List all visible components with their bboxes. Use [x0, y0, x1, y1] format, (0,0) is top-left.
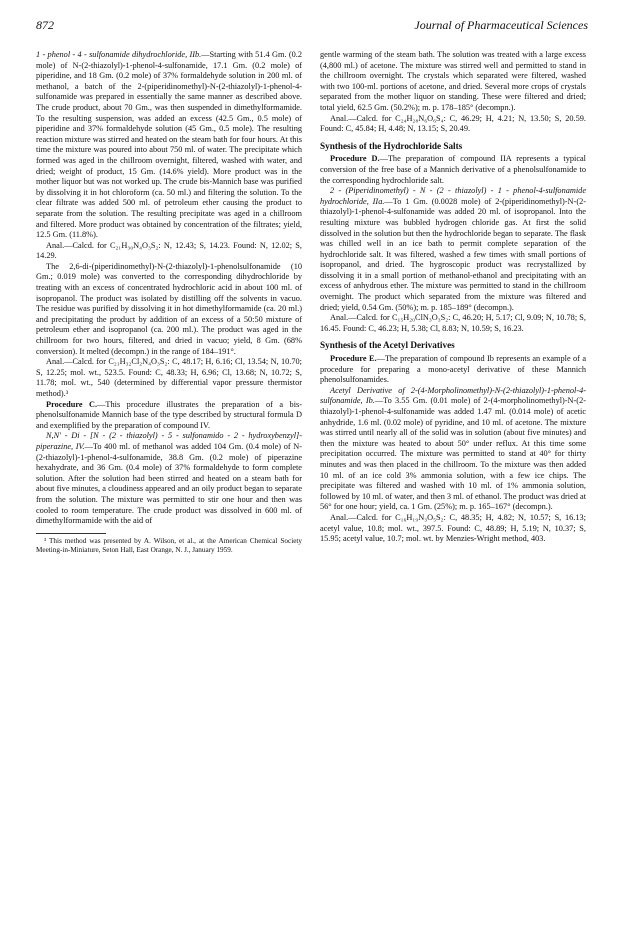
paragraph-text: —Starting with 51.4 Gm. (0.2 mole) of N-(2-thiazolyl)-1-phenol-4-sulfonamide, 17.1 Gm. (0.2 mole) of piperidine, and 18 Gm. (0.2 mole) of 37% formaldehyde solution in 200 ml. of methanol, a batch of the 2-(piperidinomethyl)-N-(2-thiazolyl)-1-phenol-4-sulfonamide was prepared in essentially the same manner as described above. The crude product, about 70 Gm., was then suspended in dimethylformamide. To the resulting suspension, was added an excess (42.5 Gm., 0.5 mole) of piperidine and 37% formaldehyde solution (45 Gm., 0.5 mole). The resulting reaction mixture was stirred and heated on the steam bath for four hours. At this time the mixture was poured into about 750 ml. of water. The precipitate which formed was aged in the chillroom overnight, filtered, washed with water, and dried; weight of product, 15 Gm. (14.6% yield). More product was in the mother liquor but was not worked up. The crude bis-Mannich base was purified by dissolving it in hot chloroform (ca. 50 ml.) and filtering the solution. To the clear filtrate was added 500 ml. of petroleum ether causing the product to separate from the solution. The resulting precipitate was aged in a chillroom and filtered. More product was obtained by concentration of the filtrates; yield, 12.5 Gm. (11.8%).	[36, 50, 302, 240]
procedure-title: Procedure C.	[46, 399, 98, 409]
compound-title: 2 - (Piperidinomethyl) - N - (2 - thiazolyl) - 1 - phenol-4-sulfonamide hydrochloride, IIa.	[320, 186, 586, 206]
paragraph-text: —The preparation of compound IIA represents a typical conversion of the free base of a Mannich derivative of a phenolsulfonamide to the corresponding hydrochloride salt.	[320, 154, 586, 185]
page-number: 872	[36, 18, 54, 32]
analysis-paragraph: Anal.—Calcd. for C₁₅H₂₀ClN₃O₃S₂: C, 46.20; H, 5.17; Cl, 9.09; N, 10.78; S, 16.45. Found: C, 46.23; H, 5.38; Cl, 8.83; N, 10.59; S, 16.23.	[320, 313, 586, 333]
paragraph: The 2,6-di-(piperidinomethyl)-N-(2-thiazolyl)-1-phenolsulfonamide (10 Gm.; 0.019 mole) was converted to the corresponding dihydrochloride by treating with an excess of concentrated hydrochloric acid in about 100 ml. of isopropanol. The product was isolated by distilling off the solvents in vacuo. The residue was purified by dissolving it in hot dimethylformamide (ca. 20 ml.) and precipitating the product by addition of an excess of a 50:50 mixture of petroleum ether and isopropanol (ca. 200 ml.). The product was aged in the chillroom for two hours, filtered, and dried in vacuo; yield, 8 Gm. (68% conversion). It melted (decompn.) in the range of 184–191°.	[36, 261, 302, 356]
paragraph-text: —The preparation of compound Ib represents an example of a procedure for preparing a mono-acetyl derivative of these Mannich phenolsulfonamides.	[320, 354, 586, 385]
journal-title: Journal of Pharmaceutical Sciences	[414, 18, 588, 32]
analysis-paragraph: Anal.—Calcd. for C₂₁H₃₀N₄O₃S₂: N, 12.43; S, 14.23. Found: N, 12.02; S, 14.29.	[36, 240, 302, 261]
paragraph-text: —To 3.55 Gm. (0.01 mole) of 2-(4-morpholinomethyl)-N-(2-thiazolyl)-1-phenol-4-sulfonamide was added 1.47 ml. (0.014 mole) of acetic anhydride, 1.6 ml. (0.02 mole) of pyridine, and 10 ml. of acetone. The mixture was stirred until nearly all of the solid was in solution (about five minutes) and then the mixture was heated to about 50° under reflux. At this time some precipitation occurred. The mixture was permitted to stand at 40° for thirty minutes and was then placed in the chillroom. To the mixture was then added 10 ml. of an ice cold 3% ammonia solution, with a few ice chips. The precipitate was filtered and washed with 10 ml. of 1% ammonia solution, followed by 10 ml. of water, and then 3 ml. of ethanol. The product was dried at 56° for one hour; yield, ca. 1 Gm. (25%); m. p. 165–167° (decompn.).	[320, 396, 586, 512]
paragraph-text: —To 400 ml. of methanol was added 104 Gm. (0.4 mole) of N-(2-thiazolyl)-1-phenol-4-sulfonamide, 38.8 Gm. (0.2 mole) of piperazine hexahydrate, and 36 Gm. (0.4 mole) of 37% formaldehyde to form complete solution. After the solution had been stirred and heated on a steam bath for about five minutes, a cloudiness appeared and an oily product began to separate from the solution. The mixture was permitted to stir one hour and then was cooled to room temperature. The crude product was dissolved in 600 ml. of dimethylformamide with the aid of	[36, 441, 302, 526]
paragraph	[320, 354, 586, 386]
compound-title: 1 - phenol - 4 - sulfonamide dihydrochloride, IIb.	[36, 50, 202, 59]
section-heading: Synthesis of the Acetyl Derivatives	[320, 340, 455, 351]
compound-title: N,N′ - Di - [N - (2 - thiazolyl) - 5 - sulfonamido - 2 - hydroxybenzyl]-piperazine, IV.	[36, 431, 302, 451]
compound-title: Acetyl Derivative of 2-(4-Morpholinomethyl)-N-(2-thiazolyl)-1-phenol-4-sulfonamide, Ib.	[320, 385, 586, 406]
paragraph	[36, 50, 302, 241]
paragraph	[320, 186, 586, 313]
right-column	[320, 50, 586, 545]
left-column	[36, 50, 302, 555]
analysis-paragraph: Anal.—Calcd. for C₁₆H₁₉N₃O₅S₂: C, 48.35; H, 4.82; N, 10.57; S, 16.13; acetyl value, 10.8; mol. wt., 397.5. Found: C, 48.89; H, 5.19; N, 10.37; S, 15.95; acetyl value, 10.7; mol. wt. by Menzies-Wright method, 403.	[320, 512, 586, 544]
footnote: ³ This method was presented by A. Wilson, et al., at the American Chemical Society Meeting-in-Miniature, Seton Hall, East Orange, N. J., January 1959.	[36, 536, 302, 554]
paragraph-text: —This procedure illustrates the preparation of a bis-phenolsulfonamide Mannich base of the type described by structural formula D and exemplified by the preparation of compound IV.	[36, 399, 302, 430]
paragraph: gentle warming of the steam bath. The solution was treated with a large excess (4,800 ml.) of acetone. The mixture was stirred well and permitted to stand in the chillroom overnight. The crystals which separated were filtered, washed with two 100-ml. portions of acetone, and dried. Several more crops of crystals separated from the mother liquor on standing. These were filtered and dried; total yield, 62.5 Gm. (50.2%); m. p. 178–185° (decompn.).	[320, 50, 586, 112]
section-heading: Synthesis of the Hydrochloride Salts	[320, 140, 463, 151]
paragraph	[320, 154, 586, 186]
page-header	[36, 18, 588, 34]
analysis-paragraph: Anal.—Calcd. for C₂₁H₃₂Cl₂N₄O₃S₂: C, 48.17; H, 6.16; Cl, 13.54; N, 10.70; S, 12.25; mol. wt., 523.5. Found: C, 48.33; H, 6.96; Cl, 13.68; N, 10.72; S, 11.78; mol. wt., 540 (determined by differential vapor pressure thermistor method).³	[36, 357, 302, 398]
footnote-divider	[36, 533, 106, 534]
procedure-title: Procedure D.	[330, 154, 380, 164]
paragraph	[36, 400, 302, 432]
paragraph	[320, 386, 586, 513]
procedure-title: Procedure E.	[330, 354, 377, 364]
paragraph	[36, 431, 302, 526]
paragraph-text: —To 1 Gm. (0.0028 mole) of 2-(piperidinomethyl)-N-(2-thiazolyl)-1-phenol-4-sulfonamide was added 20 ml. of isopropanol. Into the resulting mixture was bubbled hydrogen chloride gas. At first the solid dissolved in the solution but then the hydrochloride began to separate. The flask was chilled well in an ice bath to permit complete separation of the hydrochloride salt. It was filtered, washed a few times with small portions of isopropanol, and dried. The hygroscopic product was recrystallized by dissolving it in a small portion of methanol-ethanol and precipitating with an excess of anhydrous ether. The mixture was permitted to stand in the chillroom overnight. The product which separated from the mixture was filtered and dried; yield, 0.54 Gm. (50%); m. p. 185–189° (decompn.).	[320, 196, 586, 312]
analysis-paragraph: Anal.—Calcd. for C₂₄H₂₈N₆O₆S₄: C, 46.29; H, 4.21; N, 13.50; S, 20.59. Found: C, 45.84; H, 4.48; N, 13.15; S, 20.49.	[320, 113, 586, 134]
